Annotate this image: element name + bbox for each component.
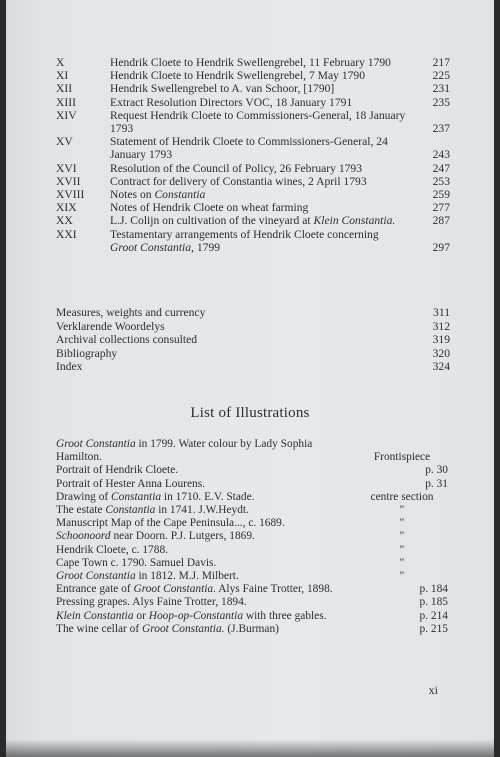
toc-number: XV — [56, 135, 73, 149]
toc-page: 259 — [432, 188, 450, 202]
illustration-entry — [56, 570, 448, 583]
caption-italic: Constantia — [105, 504, 156, 517]
toc-page: 247 — [432, 161, 450, 175]
illustration-ref: " — [399, 517, 405, 530]
illustration-ref: " — [399, 504, 405, 517]
toc-number: XVII — [56, 174, 81, 188]
back-matter-page: 311 — [433, 306, 450, 319]
back-matter-title: Archival collections consulted — [56, 333, 198, 346]
illustration-ref: " — [399, 570, 405, 583]
toc-title: Contract for delivery of Constantia wines, 2 April 1793 — [110, 174, 367, 188]
illustration-caption — [56, 530, 356, 543]
toc-page: 237 — [432, 122, 450, 136]
caption-italic: Groot Constantia — [56, 438, 136, 450]
caption-text: near Doorn. P.J. Lutgers, 1869. — [110, 530, 255, 543]
toc-page: 217 — [432, 56, 450, 69]
illustration-ref: centre section — [370, 490, 434, 503]
toc-number: XIV — [56, 108, 77, 122]
illustration-ref: " — [399, 530, 405, 543]
illustration-caption — [56, 438, 356, 451]
caption-italic: Hoop-op-Constantia — [148, 609, 244, 622]
illustration-caption — [56, 570, 356, 583]
toc-title-italic: Constantia — [154, 188, 206, 202]
caption-text: in 1710. E.V. Stade. — [161, 490, 255, 503]
caption-italic: Constantia — [111, 490, 162, 503]
caption-text: (J.Burman) — [224, 622, 279, 635]
caption-text: Drawing of — [56, 490, 112, 503]
toc-title: Extract Resolution Directors VOC, 18 January 1791 — [110, 95, 353, 109]
toc-page: 235 — [432, 95, 450, 109]
illustration-caption: Portrait of Hendrik Cloete. — [56, 464, 179, 477]
illustration-caption: Hendrik Cloete, c. 1788. — [56, 543, 168, 556]
back-matter-entry — [56, 360, 450, 374]
illustration-caption: Cape Town c. 1790. Samuel Davis. — [56, 556, 217, 569]
toc-entry — [56, 82, 450, 95]
toc-page: 231 — [432, 82, 450, 96]
caption-italic: Groot Constantia. — [142, 622, 225, 635]
caption-italic: Klein Constantia — [56, 609, 134, 622]
toc-title: Hendrik Cloete to Hendrik Swellengrebel, 7 May 1790 — [110, 69, 366, 83]
illustration-entry — [56, 530, 448, 543]
illustration-caption — [56, 583, 356, 596]
toc-number: XVI — [56, 161, 77, 175]
back-matter-entry — [56, 347, 450, 361]
toc-title: Notes of Hendrik Cloete on wheat farming — [110, 201, 309, 215]
illustration-caption: Manuscript Map of the Cape Peninsula..., c. 1689. — [56, 517, 285, 530]
illustration-ref: " — [399, 556, 405, 569]
toc-title-text: Notes on — [110, 188, 155, 202]
toc-page: 277 — [432, 201, 450, 215]
illustration-caption — [56, 610, 356, 623]
toc-page: 287 — [432, 214, 450, 228]
toc-page: 225 — [432, 69, 450, 83]
illustration-caption — [56, 623, 356, 636]
toc-title-text: L.J. Colijn on cultivation of the vineyard at — [110, 214, 314, 228]
toc-page: 297 — [432, 240, 450, 254]
book-page — [6, 0, 494, 757]
back-matter-entry — [56, 320, 450, 334]
toc-title-text: Testamentary arrangements of Hendrik Cloete concerning — [110, 227, 379, 241]
toc-title: Hendrik Cloete to Hendrik Swellengrebel, 11 February 1790 — [110, 56, 391, 69]
toc-title — [110, 214, 416, 227]
toc-entry — [56, 188, 450, 201]
back-matter-entry — [56, 333, 450, 347]
illustration-entry — [56, 623, 448, 636]
toc-number: XXI — [56, 227, 77, 241]
toc-title-text: 1799 — [193, 240, 221, 254]
toc-number: XIX — [56, 201, 77, 215]
caption-text: in 1812. M.J. Milbert. — [135, 570, 239, 583]
toc-title: Resolution of the Council of Policy, 26 February 1793 — [110, 161, 363, 175]
toc-number: XVIII — [56, 188, 85, 202]
page-edge-shadow — [6, 739, 494, 757]
caption-text: with three gables. — [243, 609, 327, 622]
illustration-ref: p. 214 — [419, 609, 448, 622]
toc-number: XI — [56, 69, 69, 83]
illustration-entry — [56, 583, 448, 596]
illustration-entry — [56, 517, 448, 530]
back-matter-page: 319 — [432, 333, 450, 346]
caption-italic: Groot Constantia — [56, 570, 136, 583]
illustrations-heading: List of Illustrations — [190, 405, 310, 421]
toc-title: Statement of Hendrik Cloete to Commissioners-General, 24 January 1793 — [110, 135, 388, 162]
caption-text: The estate — [56, 504, 106, 517]
illustration-entry — [56, 504, 448, 517]
toc-entry — [56, 56, 450, 69]
illustration-ref: p. 185 — [419, 596, 448, 609]
back-matter-title: Measures, weights and currency — [56, 306, 206, 319]
toc-number: X — [56, 56, 65, 69]
toc-number: XX — [56, 214, 73, 228]
page-number: xi — [428, 683, 438, 697]
caption-text: Alys Faine Trotter, 1898. — [215, 583, 333, 596]
back-matter-page: 324 — [432, 360, 450, 373]
toc-entry — [56, 201, 450, 214]
illustration-caption — [56, 504, 356, 517]
illustration-ref: p. 184 — [419, 583, 448, 596]
back-matter-list — [56, 306, 450, 374]
toc-page: 243 — [432, 148, 450, 162]
illustration-entry — [56, 438, 448, 451]
caption-italic: Schoonoord — [56, 530, 111, 543]
illustration-entry — [56, 557, 448, 570]
caption-text: or — [133, 609, 149, 622]
toc-title-italic: Groot Constantia, — [110, 240, 194, 254]
back-matter-page: 320 — [432, 346, 450, 360]
contents-list — [56, 56, 450, 254]
toc-entry — [56, 228, 450, 254]
toc-title: Hendrik Swellengrebel to A. van Schoor, [1790] — [110, 82, 335, 96]
caption-italic: Groot Constantia. — [133, 583, 216, 596]
back-matter-title: Index — [56, 360, 83, 373]
back-matter-entry — [56, 306, 450, 320]
illustration-caption: Portrait of Hester Anna Lourens. — [56, 477, 205, 490]
toc-entry — [56, 162, 450, 175]
illustration-entry — [56, 610, 448, 623]
toc-number: XII — [56, 82, 73, 96]
illustration-entry — [56, 544, 448, 557]
toc-entry — [56, 214, 450, 227]
illustration-caption: Pressing grapes. Alys Faine Trotter, 1894. — [56, 596, 247, 609]
back-matter-title: Bibliography — [56, 346, 118, 360]
caption-text: in 1799. Water colour by Lady Sophia — [135, 438, 313, 450]
caption-text: The wine cellar of — [56, 622, 143, 635]
caption-text: Entrance gate of — [56, 583, 134, 596]
illustration-ref: p. 31 — [425, 477, 448, 490]
illustration-caption — [56, 491, 356, 504]
back-matter-page: 312 — [432, 319, 450, 333]
illustration-entry — [56, 451, 448, 464]
illustration-entry — [56, 478, 448, 491]
back-matter-title: Verklarende Woordelys — [56, 319, 165, 333]
toc-title-italic: Klein Constantia. — [313, 214, 396, 228]
illustration-ref: p. 30 — [425, 464, 448, 477]
toc-title — [110, 188, 416, 201]
illustration-entry — [56, 596, 448, 609]
illustration-ref: Frontispiece — [373, 451, 431, 464]
toc-page: 253 — [432, 174, 450, 188]
toc-entry — [56, 109, 450, 135]
illustration-entry — [56, 491, 448, 504]
illustration-ref: p. 215 — [419, 622, 448, 635]
toc-title — [110, 228, 416, 254]
toc-number: XIII — [56, 95, 76, 109]
toc-title: Request Hendrik Cloete to Commissioners-General, 18 January 1793 — [110, 108, 406, 136]
illustration-caption: Hamilton. — [56, 451, 102, 464]
toc-entry — [56, 96, 450, 109]
illustration-ref: " — [399, 543, 405, 556]
caption-text: in 1741. J.W.Heydt. — [155, 504, 249, 517]
illustration-entry — [56, 464, 448, 477]
toc-entry — [56, 69, 450, 82]
toc-entry — [56, 135, 450, 161]
illustrations-list — [56, 438, 448, 636]
toc-entry — [56, 175, 450, 188]
